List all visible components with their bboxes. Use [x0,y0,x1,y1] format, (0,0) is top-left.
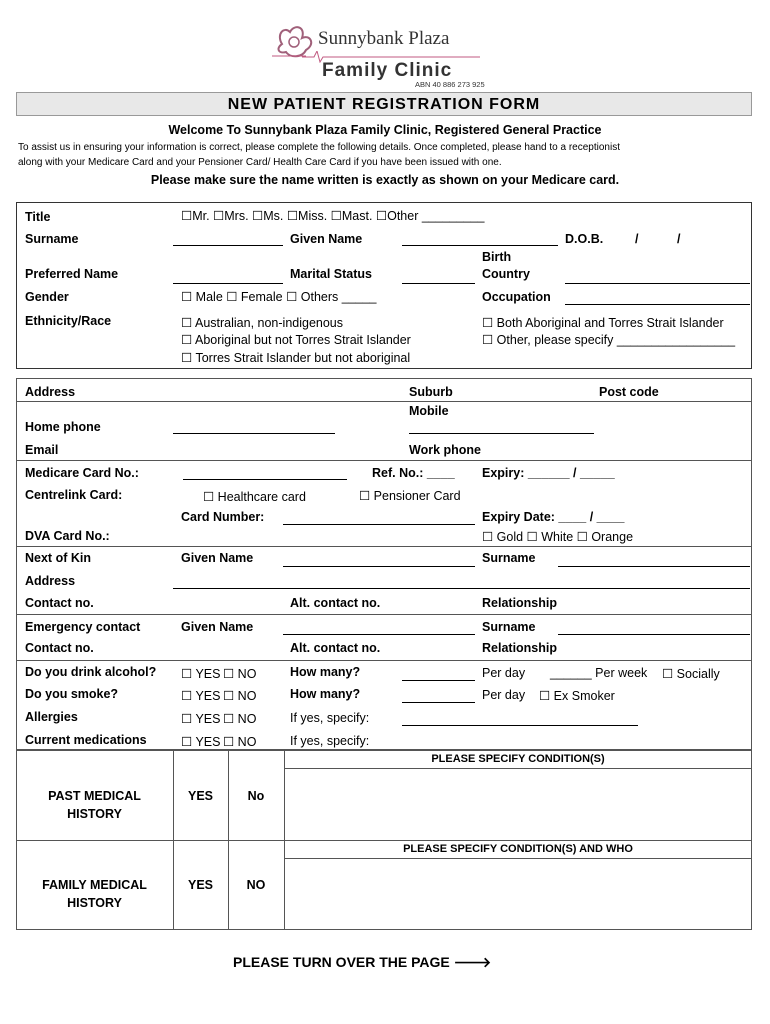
allergies-yes[interactable]: ☐ YES [181,712,221,726]
divider [16,401,752,402]
mobile-label: Mobile [409,404,449,418]
smoke-no[interactable]: ☐ NO [223,689,257,703]
next-of-kin-label: Next of Kin [25,551,91,565]
kin-contact-label: Contact no. [25,596,94,610]
preferred-name-field[interactable] [173,283,283,284]
title-options[interactable]: ☐Mr. ☐Mrs. ☐Ms. ☐Miss. ☐Mast. ☐Other _________ [181,209,485,223]
past-history-label: HISTORY [67,807,122,821]
kin-address-field[interactable] [173,588,750,589]
ethnicity-option[interactable]: ☐ Both Aboriginal and Torres Strait Islander [482,316,724,330]
family-conditions-field[interactable] [285,859,751,929]
expiry-label: Expiry: ______ / _____ [482,466,615,480]
emergency-contact-no-label: Contact no. [25,641,94,655]
emergency-surname-field[interactable] [558,634,750,635]
alcohol-no[interactable]: ☐ NO [223,667,257,681]
ref-no-label: Ref. No.: ____ [372,466,455,480]
ex-smoker-option[interactable]: ☐ Ex Smoker [539,689,615,703]
ethnicity-option[interactable]: ☐ Torres Strait Islander but not aboriginal [181,351,411,365]
card-number-field[interactable] [283,524,475,525]
medications-label: Current medications [25,733,147,747]
dob-separator: / [635,232,639,246]
alcohol-per-week[interactable]: ______ Per week [550,666,648,680]
contact-section-box [16,378,752,750]
card-number-label: Card Number: [181,510,265,524]
birth-country-field[interactable] [565,283,750,284]
pensioner-card-option[interactable]: ☐ Pensioner Card [359,489,461,503]
form-title: NEW PATIENT REGISTRATION FORM [227,96,541,113]
ethnicity-option[interactable]: ☐ Other, please specify _________________ [482,333,736,347]
form-title-bar [16,92,752,116]
emergency-surname-label: Surname [482,620,536,634]
emergency-given-name-field[interactable] [283,634,475,635]
emergency-relationship-label: Relationship [482,641,558,655]
allergies-no[interactable]: ☐ NO [223,712,257,726]
kin-given-name-field[interactable] [283,566,475,567]
alcohol-label: Do you drink alcohol? [25,665,157,679]
emergency-alt-contact-label: Alt. contact no. [290,641,381,655]
suburb-label: Suburb [409,385,453,399]
intro-line2: along with your Medicare Card and your Pensioner Card/ Health Care Card if you have been issued with one. [18,157,502,168]
dva-label: DVA Card No.: [25,529,110,543]
medicare-field[interactable] [183,479,347,480]
address-label: Address [25,385,76,399]
surname-label: Surname [25,232,79,246]
gender-label: Gender [25,290,69,304]
turn-over-text: PLEASE TURN OVER THE PAGE [233,954,450,970]
gender-options[interactable]: ☐ Male ☐ Female ☐ Others _____ [181,290,377,304]
past-history-label: PAST MEDICAL [48,789,141,803]
table-divider [16,840,752,841]
ethnicity-option[interactable]: ☐ Aboriginal but not Torres Strait Islander [181,333,411,347]
turn-over-notice [233,954,491,971]
smoke-per-day-label: Per day [482,688,526,702]
home-phone-label: Home phone [25,420,101,434]
dva-card-options[interactable]: ☐ Gold ☐ White ☐ Orange [482,530,634,544]
mobile-field[interactable] [409,433,594,434]
alcohol-per-day-label: Per day [482,666,526,680]
medicare-notice: Please make sure the name written is exactly as shown on your Medicare card. [150,173,620,187]
smoke-how-many-field[interactable] [402,702,475,703]
abn-text: ABN 40 886 273 925 [415,80,485,89]
medications-no[interactable]: ☐ NO [223,735,257,749]
alcohol-yes[interactable]: ☐ YES [181,667,221,681]
clinic-logo [272,22,485,92]
alcohol-how-many-field[interactable] [402,680,475,681]
past-history-no[interactable]: No [247,789,265,803]
kin-alt-contact-label: Alt. contact no. [290,596,381,610]
occupation-field[interactable] [565,304,750,305]
ethnicity-label: Ethnicity/Race [25,314,112,328]
allergies-specify-label: If yes, specify: [290,711,370,725]
occupation-label: Occupation [482,290,551,304]
family-conditions-header: PLEASE SPECIFY CONDITION(S) AND WHO [403,843,633,855]
expiry-date-label: Expiry Date: ____ / ____ [482,510,625,524]
kin-surname-label: Surname [482,551,536,565]
marital-status-field[interactable] [402,283,475,284]
ethnicity-option[interactable]: ☐ Australian, non-indigenous [181,316,344,330]
surname-field[interactable] [173,245,283,246]
divider [16,614,752,615]
alcohol-how-many-label: How many? [290,665,361,679]
email-label: Email [25,443,59,457]
given-name-label: Given Name [290,232,363,246]
family-history-no[interactable]: NO [246,878,266,892]
family-history-label: FAMILY MEDICAL [42,878,147,892]
country-label: Country [482,267,530,281]
allergies-specify-field[interactable] [402,725,638,726]
smoke-how-many-label: How many? [290,687,361,701]
title-label: Title [25,210,51,224]
preferred-name-label: Preferred Name [25,267,119,281]
kin-surname-field[interactable] [558,566,750,567]
emergency-given-name-label: Given Name [181,620,254,634]
marital-status-label: Marital Status [290,267,372,281]
divider [16,546,752,547]
medicare-label: Medicare Card No.: [25,466,139,480]
clinic-name-line1: Sunnybank Plaza [318,28,450,49]
family-history-label: HISTORY [67,896,122,910]
medications-yes[interactable]: ☐ YES [181,735,221,749]
dob-separator: / [677,232,681,246]
welcome-text: Welcome To Sunnybank Plaza Family Clinic, Registered General Practice [168,123,602,137]
past-history-yes[interactable]: YES [187,789,213,803]
emergency-contact-label: Emergency contact [25,620,141,634]
allergies-label: Allergies [25,710,78,724]
kin-address-label: Address [25,574,76,588]
clinic-name-line2: Family Clinic [322,60,453,81]
kin-relationship-label: Relationship [482,596,558,610]
divider [16,660,752,661]
centrelink-label: Centrelink Card: [25,488,123,502]
dob-label: D.O.B. [565,232,604,246]
given-name-field[interactable] [402,245,558,246]
past-conditions-header: PLEASE SPECIFY CONDITION(S) [431,753,605,765]
arrow-right-icon: 🡒 [453,955,492,971]
past-conditions-field[interactable] [285,769,751,839]
home-phone-field[interactable] [173,433,335,434]
family-history-yes[interactable]: YES [187,878,213,892]
smoke-yes[interactable]: ☐ YES [181,689,221,703]
intro-line1: To assist us in ensuring your information is correct, please complete the following details. Once completed, please hand to a receptionist [18,142,620,153]
divider [16,460,752,461]
medications-specify-label: If yes, specify: [290,734,370,748]
birth-label: Birth [482,250,512,264]
alcohol-socially[interactable]: ☐ Socially [662,667,720,681]
kin-given-name-label: Given Name [181,551,254,565]
healthcare-card-option[interactable]: ☐ Healthcare card [203,490,306,504]
postcode-label: Post code [599,385,659,399]
work-phone-label: Work phone [409,443,481,457]
smoke-label: Do you smoke? [25,687,119,701]
